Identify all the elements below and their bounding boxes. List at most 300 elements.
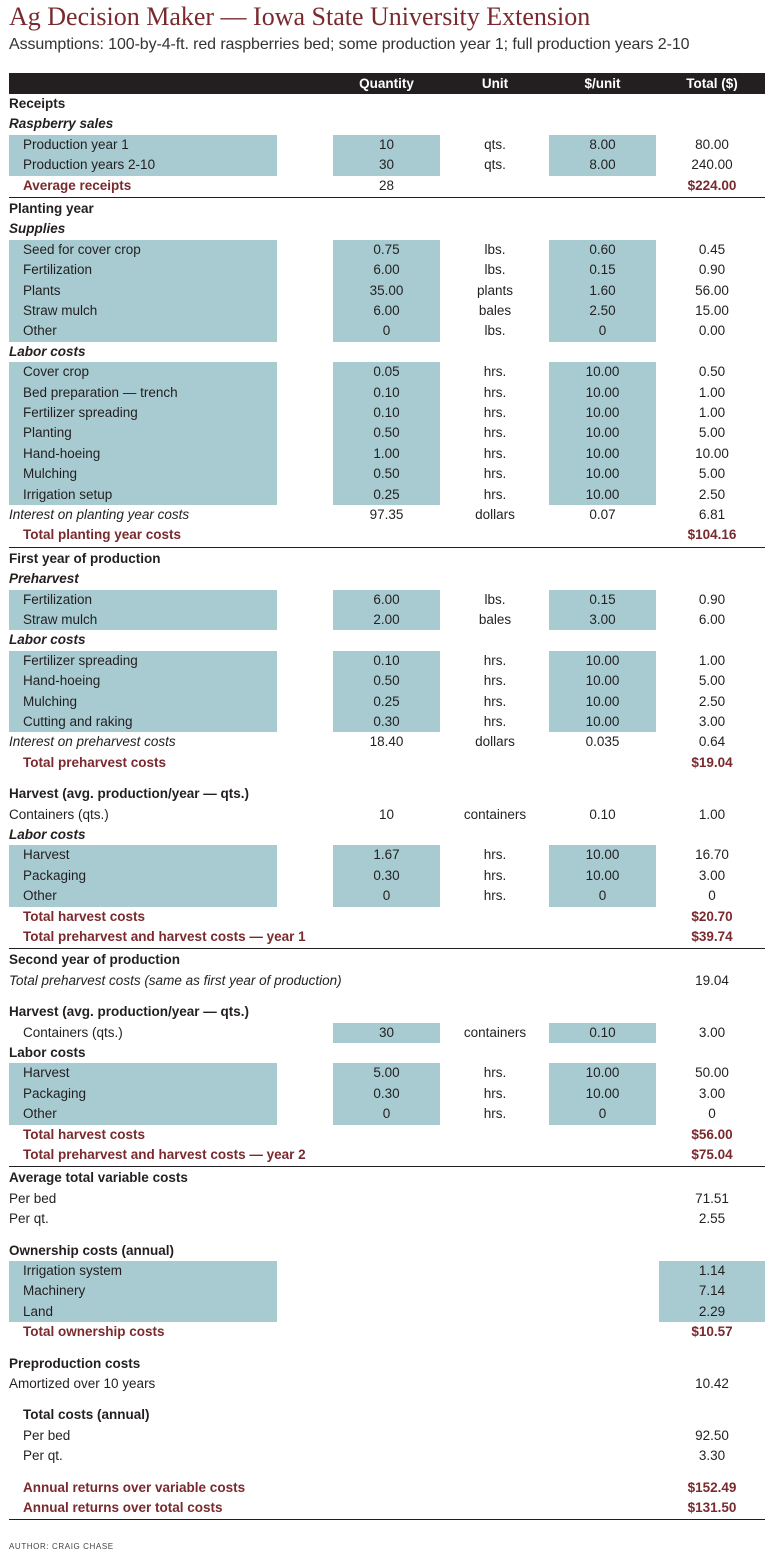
price-cell <box>549 1281 656 1301</box>
price-cell <box>549 94 656 114</box>
price-cell <box>549 549 656 569</box>
total-cell <box>659 825 765 845</box>
quantity-cell <box>333 219 440 239</box>
table-row <box>9 630 765 650</box>
price-cell: 0.07 <box>589 507 616 522</box>
table-row <box>9 1405 765 1425</box>
total-cell: 15.00 <box>695 303 729 318</box>
quantity-cell: 6.00 <box>333 590 440 610</box>
quantity-cell <box>333 1405 440 1425</box>
row-label: Plants <box>23 282 61 298</box>
table-row <box>9 281 765 301</box>
price-cell <box>549 1405 656 1425</box>
price-cell <box>549 1125 656 1145</box>
price-cell <box>549 1189 656 1209</box>
total-cell: 2.29 <box>659 1302 765 1322</box>
table-row <box>9 590 765 610</box>
row-label: Hand-hoeing <box>23 445 101 461</box>
total-cell: 10.42 <box>695 1376 729 1391</box>
price-cell <box>549 1426 656 1446</box>
price-cell: 0.10 <box>549 1023 656 1043</box>
unit-cell: lbs. <box>484 241 506 257</box>
table-row <box>9 464 765 484</box>
total-cell: 0 <box>708 888 716 904</box>
price-cell <box>549 950 656 970</box>
quantity-cell <box>333 1261 440 1281</box>
table-row <box>9 1043 765 1063</box>
unit-cell <box>454 342 536 362</box>
unit-cell: hrs. <box>483 673 507 689</box>
unit-cell: hrs. <box>483 1065 507 1081</box>
row-label: Fertilizer spreading <box>23 652 138 668</box>
total-cell: $56.00 <box>691 1126 733 1142</box>
price-cell <box>549 1241 656 1261</box>
row-label: Mulching <box>23 466 78 482</box>
row-label: Labor costs <box>9 343 86 359</box>
total-cell: $131.50 <box>687 1500 737 1515</box>
unit-cell: hrs. <box>483 466 507 482</box>
total-cell: 0.50 <box>698 364 726 380</box>
price-cell <box>549 1322 656 1342</box>
unit-cell: qts. <box>484 157 506 173</box>
price-cell: 0 <box>549 886 656 906</box>
quantity-cell <box>333 1478 440 1498</box>
price-cell <box>549 1261 656 1281</box>
total-cell: 5.00 <box>698 466 726 482</box>
quantity-cell <box>333 549 440 569</box>
total-cell: 3.00 <box>698 1085 726 1101</box>
table-row <box>9 485 765 505</box>
row-label: Per bed <box>9 1190 57 1206</box>
table-row <box>9 383 765 403</box>
total-cell: 2.50 <box>698 693 726 709</box>
unit-cell: hrs. <box>483 1085 507 1101</box>
total-cell <box>659 784 765 804</box>
quantity-cell <box>333 1209 440 1229</box>
unit-cell <box>454 1002 536 1022</box>
row-label: Preproduction costs <box>9 1355 141 1371</box>
total-cell <box>659 219 765 239</box>
price-cell: 10.00 <box>549 866 656 886</box>
row-label: Total preharvest costs <box>23 754 167 770</box>
row-label: Fertilization <box>23 591 93 607</box>
row-label: Fertilization <box>23 262 93 278</box>
quantity-cell <box>333 1498 440 1518</box>
price-cell: 10.00 <box>549 651 656 671</box>
price-cell: 0.15 <box>549 590 656 610</box>
row-label: Harvest (avg. production/year — qts.) <box>9 1004 250 1020</box>
price-cell <box>549 971 656 991</box>
quantity-cell: 6.00 <box>333 260 440 280</box>
row-label: Per qt. <box>9 1211 49 1227</box>
unit-cell <box>454 825 536 845</box>
quantity-cell <box>333 1322 440 1342</box>
quantity-cell <box>333 630 440 650</box>
price-cell <box>549 1145 656 1165</box>
total-cell: 0.00 <box>698 323 726 339</box>
unit-cell: qts. <box>484 136 506 152</box>
quantity-cell <box>333 1145 440 1165</box>
total-cell: 1.00 <box>698 405 726 420</box>
price-cell <box>549 1354 656 1374</box>
unit-cell <box>454 94 536 114</box>
price-cell <box>549 825 656 845</box>
price-cell: 0.035 <box>585 734 620 750</box>
unit-cell <box>454 219 536 239</box>
total-cell <box>659 549 765 569</box>
price-cell: 10.00 <box>549 423 656 443</box>
quantity-cell: 0.30 <box>333 712 440 732</box>
table-row <box>9 1168 765 1188</box>
total-cell <box>659 1354 765 1374</box>
price-cell: 8.00 <box>549 155 656 175</box>
unit-cell: hrs. <box>483 1106 507 1122</box>
total-cell: 50.00 <box>695 1065 729 1081</box>
quantity-cell <box>333 950 440 970</box>
quantity-cell: 0.05 <box>333 362 440 382</box>
quantity-cell <box>333 1043 440 1063</box>
quantity-cell <box>333 971 440 991</box>
table-row <box>9 712 765 732</box>
table-row <box>9 1104 765 1124</box>
total-cell: $224.00 <box>687 177 737 193</box>
author-credit: AUTHOR: CRAIG CHASE <box>9 1542 114 1551</box>
row-label: Other <box>23 323 57 339</box>
table-row <box>9 1084 765 1104</box>
quantity-cell <box>333 1446 440 1466</box>
total-cell <box>659 1043 765 1063</box>
quantity-cell: 0.50 <box>333 671 440 691</box>
quantity-cell <box>333 1281 440 1301</box>
price-cell: 10.00 <box>549 692 656 712</box>
total-cell: $39.74 <box>691 929 733 944</box>
table-row <box>9 950 765 970</box>
quantity-cell: 0.30 <box>333 866 440 886</box>
quantity-cell: 10 <box>378 806 395 822</box>
row-label: Total planting year costs <box>23 527 182 543</box>
quantity-cell <box>333 784 440 804</box>
table-row <box>9 423 765 443</box>
total-cell: $20.70 <box>691 908 733 924</box>
price-cell: 1.60 <box>549 281 656 301</box>
unit-cell: lbs. <box>484 591 506 607</box>
price-cell: 10.00 <box>549 403 656 423</box>
unit-cell: lbs. <box>484 323 506 339</box>
row-label: Average receipts <box>23 177 132 193</box>
table-row <box>9 1125 765 1145</box>
quantity-cell: 0.50 <box>333 464 440 484</box>
total-cell <box>659 94 765 114</box>
price-cell: 8.00 <box>549 135 656 155</box>
price-cell: 10.00 <box>549 485 656 505</box>
row-label: Cover crop <box>23 364 90 380</box>
price-cell <box>549 1002 656 1022</box>
table-row <box>9 927 765 947</box>
quantity-cell: 0.10 <box>333 403 440 423</box>
unit-cell <box>454 1302 536 1322</box>
section-divider <box>9 197 765 198</box>
quantity-cell <box>333 825 440 845</box>
table-row <box>9 199 765 219</box>
unit-cell <box>454 1405 536 1425</box>
table-row <box>9 1063 765 1083</box>
unit-cell: hrs. <box>483 867 507 883</box>
unit-cell <box>454 907 536 927</box>
unit-cell <box>454 630 536 650</box>
price-cell <box>549 784 656 804</box>
table-row <box>9 505 765 525</box>
row-label: Interest on preharvest costs <box>9 734 176 750</box>
total-cell: 5.00 <box>698 425 726 441</box>
unit-cell: hrs. <box>483 405 507 420</box>
row-label: Receipts <box>9 96 66 111</box>
quantity-cell: 18.40 <box>369 734 404 750</box>
total-cell: 1.00 <box>698 384 726 400</box>
price-cell: 0 <box>549 1104 656 1124</box>
quantity-cell <box>333 525 440 545</box>
table-row <box>9 1281 765 1301</box>
table-row <box>9 971 765 991</box>
price-cell: 0.60 <box>549 240 656 260</box>
quantity-cell <box>333 1354 440 1374</box>
row-label: Packaging <box>23 1085 87 1101</box>
row-label: Harvest <box>23 1065 70 1081</box>
unit-cell <box>454 971 536 991</box>
quantity-cell: 0.50 <box>333 423 440 443</box>
quantity-cell <box>333 753 440 773</box>
row-label: Raspberry sales <box>9 116 114 132</box>
unit-cell: lbs. <box>484 262 506 278</box>
table-row <box>9 301 765 321</box>
table-row <box>9 886 765 906</box>
total-cell: 0.90 <box>698 262 726 278</box>
row-label: Per qt. <box>23 1448 63 1464</box>
row-label: Total preharvest and harvest costs — year 1 <box>23 929 306 944</box>
total-cell: 10.00 <box>695 445 729 461</box>
table-row <box>9 753 765 773</box>
unit-cell <box>454 1322 536 1342</box>
table-row <box>9 825 765 845</box>
row-label: Land <box>23 1303 54 1319</box>
total-cell <box>659 1002 765 1022</box>
price-cell <box>549 1478 656 1498</box>
assumptions-subtitle: Assumptions: 100-by-4-ft. red raspberries bed; some production year 1; full production years 2-10 <box>9 36 690 53</box>
row-label: Total harvest costs <box>23 1126 146 1142</box>
table-row <box>9 610 765 630</box>
unit-cell <box>454 569 536 589</box>
table-row <box>9 732 765 752</box>
price-cell: 10.00 <box>549 845 656 865</box>
price-cell <box>549 176 656 196</box>
row-label: Cutting and raking <box>23 714 133 729</box>
total-cell: $75.04 <box>691 1147 733 1162</box>
total-cell: 19.04 <box>695 972 729 988</box>
unit-cell <box>454 549 536 569</box>
quantity-cell: 10 <box>333 135 440 155</box>
table-row <box>9 1478 765 1498</box>
unit-cell: hrs. <box>483 425 507 441</box>
quantity-cell <box>333 1302 440 1322</box>
row-label: Machinery <box>23 1283 86 1299</box>
table-row <box>9 1446 765 1466</box>
quantity-cell <box>333 907 440 927</box>
total-cell <box>659 1168 765 1188</box>
price-cell: 10.00 <box>549 464 656 484</box>
unit-cell: hrs. <box>483 847 507 863</box>
quantity-cell: 0 <box>333 886 440 906</box>
price-cell <box>549 1209 656 1229</box>
quantity-cell <box>333 1241 440 1261</box>
table-row <box>9 671 765 691</box>
price-cell <box>549 1374 656 1394</box>
row-label: Labor costs <box>9 1045 86 1060</box>
total-cell <box>659 1241 765 1261</box>
table-row <box>9 569 765 589</box>
unit-cell: hrs. <box>483 714 507 729</box>
table-row <box>9 1426 765 1446</box>
row-label: Containers (qts.) <box>23 1024 123 1040</box>
unit-cell <box>454 1189 536 1209</box>
row-label: Straw mulch <box>23 303 98 318</box>
quantity-cell <box>333 1125 440 1145</box>
row-label: Total costs (annual) <box>23 1407 150 1423</box>
total-cell: 7.14 <box>659 1281 765 1301</box>
price-cell <box>549 1043 656 1063</box>
table-row <box>9 1241 765 1261</box>
quantity-cell: 2.00 <box>333 610 440 630</box>
row-label: Annual returns over variable costs <box>23 1479 246 1495</box>
row-label: Annual returns over total costs <box>23 1500 223 1515</box>
total-cell: 0.90 <box>698 591 726 607</box>
total-cell <box>659 114 765 134</box>
row-label: Fertilizer spreading <box>23 405 138 420</box>
unit-cell <box>454 1426 536 1446</box>
unit-cell: bales <box>478 303 512 318</box>
table-row <box>9 1145 765 1165</box>
section-divider <box>9 547 765 548</box>
section-divider <box>9 1519 765 1520</box>
quantity-cell: 30 <box>333 1023 440 1043</box>
price-cell: 0 <box>549 321 656 341</box>
quantity-cell <box>333 342 440 362</box>
page-title: Ag Decision Maker — Iowa State University Extension <box>9 2 591 31</box>
unit-cell <box>454 753 536 773</box>
total-cell: 6.81 <box>698 507 726 522</box>
quantity-cell: 0.10 <box>333 651 440 671</box>
unit-cell: dollars <box>475 734 515 750</box>
total-cell: $152.49 <box>687 1479 737 1495</box>
quantity-cell <box>333 927 440 947</box>
row-label: Supplies <box>9 221 66 237</box>
price-cell <box>549 525 656 545</box>
total-cell: 71.51 <box>695 1190 729 1206</box>
unit-cell: hrs. <box>483 384 507 400</box>
total-cell: 1.14 <box>659 1261 765 1281</box>
unit-cell <box>454 114 536 134</box>
quantity-cell: 97.35 <box>369 507 404 522</box>
quantity-cell <box>333 1189 440 1209</box>
table-row <box>9 342 765 362</box>
quantity-cell: 30 <box>333 155 440 175</box>
unit-cell: hrs. <box>483 364 507 380</box>
row-label: Irrigation setup <box>23 486 113 502</box>
row-label: Planting <box>23 425 72 441</box>
row-label: Labor costs <box>9 827 86 842</box>
quantity-cell: 6.00 <box>333 301 440 321</box>
table-row <box>9 135 765 155</box>
row-label: Labor costs <box>9 632 86 648</box>
price-cell <box>549 199 656 219</box>
table-row <box>9 1354 765 1374</box>
total-cell: 56.00 <box>695 282 729 298</box>
table-row <box>9 692 765 712</box>
price-cell: 10.00 <box>549 362 656 382</box>
total-cell: 1.00 <box>698 652 726 668</box>
total-cell: $19.04 <box>691 754 733 770</box>
price-cell <box>549 907 656 927</box>
table-row <box>9 362 765 382</box>
table-row <box>9 651 765 671</box>
row-label: Amortized over 10 years <box>9 1376 156 1391</box>
row-label: Total harvest costs <box>23 908 146 924</box>
unit-cell <box>454 1145 536 1165</box>
unit-cell <box>454 1043 536 1063</box>
row-label: Other <box>23 1106 57 1122</box>
table-row <box>9 219 765 239</box>
quantity-cell <box>333 114 440 134</box>
total-cell: $104.16 <box>687 527 737 543</box>
unit-cell: containers <box>463 806 527 822</box>
quantity-cell <box>333 1168 440 1188</box>
unit-cell: hrs. <box>483 652 507 668</box>
table-row <box>9 176 765 196</box>
row-label: Total preharvest and harvest costs — year 2 <box>23 1147 306 1162</box>
table-row <box>9 1023 765 1043</box>
row-label: Preharvest <box>9 571 79 587</box>
table-row <box>9 525 765 545</box>
table-row <box>9 260 765 280</box>
total-cell: 5.00 <box>698 673 726 689</box>
table-row <box>9 94 765 114</box>
quantity-cell: 0 <box>333 1104 440 1124</box>
price-cell: 10.00 <box>549 1084 656 1104</box>
total-cell <box>659 569 765 589</box>
total-cell: $10.57 <box>691 1324 733 1340</box>
total-cell: 16.70 <box>695 847 729 863</box>
unit-cell <box>454 525 536 545</box>
row-label: Total ownership costs <box>23 1324 165 1340</box>
total-cell: 1.00 <box>698 806 726 822</box>
total-cell: 3.00 <box>698 1024 726 1040</box>
total-cell: 2.55 <box>698 1211 726 1227</box>
row-label: Ownership costs (annual) <box>9 1242 175 1258</box>
section-divider <box>9 1166 765 1167</box>
row-label: First year of production <box>9 550 161 566</box>
total-cell: 3.00 <box>698 867 726 883</box>
total-cell <box>659 1405 765 1425</box>
table-row <box>9 1189 765 1209</box>
price-cell <box>549 219 656 239</box>
price-cell: 10.00 <box>549 383 656 403</box>
price-cell: 2.50 <box>549 301 656 321</box>
row-label: Bed preparation — trench <box>23 384 178 400</box>
quantity-cell: 0.75 <box>333 240 440 260</box>
unit-cell <box>454 1168 536 1188</box>
column-header-unit: Unit <box>481 76 509 91</box>
row-label: Irrigation system <box>23 1263 123 1278</box>
unit-cell <box>454 1354 536 1374</box>
unit-cell <box>454 1498 536 1518</box>
